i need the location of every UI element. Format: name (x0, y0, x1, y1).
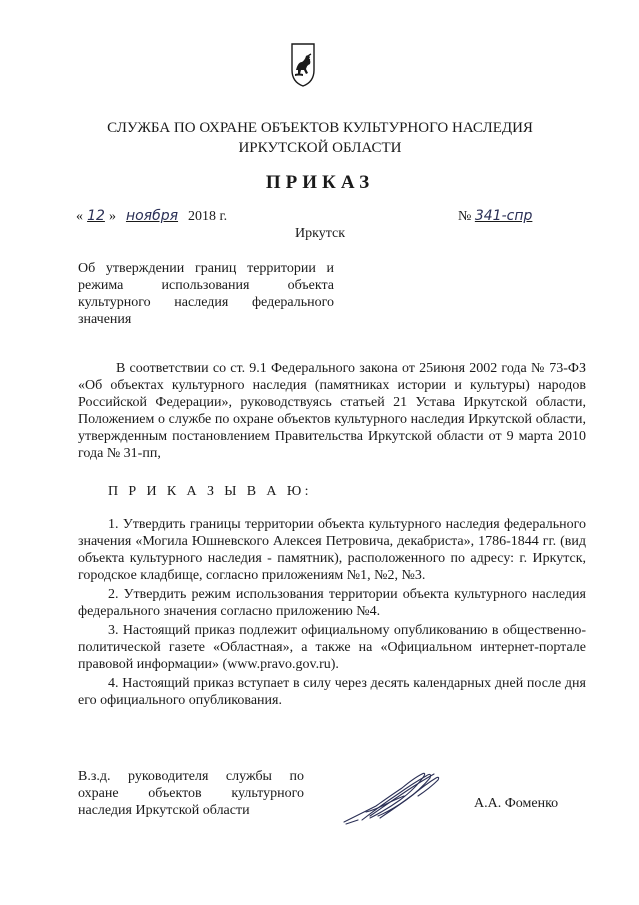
decree-item-3: 3. Настоящий приказ подлежит официальному опубликованию в общественно-политической газете «Областная», а также на «Официальном интернет-портале правовой информации» (www.pravo.gov.ru). (78, 623, 586, 672)
organization-name-line1: СЛУЖБА ПО ОХРАНЕ ОБЪЕКТОВ КУЛЬТУРНОГО НАСЛЕДИЯ (107, 120, 533, 136)
city: Иркутск (294, 226, 346, 241)
decree-items (78, 516, 586, 711)
document-subject: Об утверждении границ территории и режима использования объекта культурного наследия федерального значения (78, 261, 334, 327)
decree-item-2: 2. Утвердить режим использования территории объекта культурного наследия федерального значения согласно приложению №4. (78, 587, 586, 619)
signatory-position: В.з.д. руководителя службы по охране объектов культурного наследия Иркутской области (78, 769, 304, 818)
date-open-quote: « (76, 209, 83, 224)
decree-heading: П Р И К А З Ы В А Ю: (108, 484, 312, 499)
order-number-prefix: № (458, 209, 472, 224)
date-day: 12 (87, 208, 105, 224)
organization-name (60, 118, 580, 158)
date-line (76, 208, 227, 225)
preamble-paragraph: В соответствии со ст. 9.1 Федерального закона от 25июня 2002 года № 73-ФЗ «Об объектах культурного наследия (памятниках истории и культуры) народов Российской Федерации», руководствуясь статьей 21 Устава Иркутской области, Положением о службе по охране объектов культурного наследия Иркутской области, утвержденным постановлением Правительства Иркутской области от 9 марта 2010 года № 31-пп, (78, 361, 586, 461)
order-number (458, 208, 541, 225)
date-year: 2018 г. (188, 209, 228, 224)
signature-icon (340, 766, 460, 828)
document-title: ПРИКАЗ (265, 172, 375, 193)
signatory-name: А.А. Фоменко (474, 796, 559, 811)
decree-item-1: 1. Утвердить границы территории объекта культурного наследия федерального значения «Могила Юшневского Алексея Петровича, декабриста», 1786-1844 гг. (вид объекта культурного наследия - памятник), расположенного по адресу: г. Иркутск, городское кладбище, согласно приложениям №1, №2, №3. (78, 517, 586, 583)
organization-name-line2: ИРКУТСКОЙ ОБЛАСТИ (238, 140, 402, 156)
order-number-value: 341-спр (474, 208, 533, 224)
date-close-quote: » (109, 209, 116, 224)
decree-item-4: 4. Настоящий приказ вступает в силу через десять календарных дней после дня его официального опубликования. (78, 676, 586, 708)
coat-of-arms-icon (286, 40, 320, 88)
date-month: ноября (125, 208, 179, 224)
